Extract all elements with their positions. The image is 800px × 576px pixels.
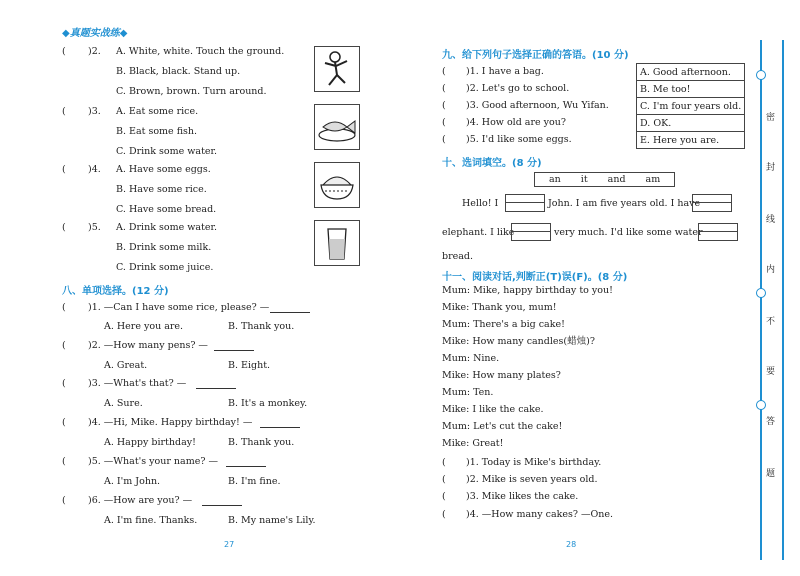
option-a: A. Have some eggs.	[116, 164, 211, 175]
question-text: )6. —How are you? —	[88, 495, 193, 506]
dialog-line: Mum: Mike, happy birthday to you!	[442, 285, 613, 296]
section-8-title: 八、单项选择。(12 分)	[62, 286, 169, 297]
judge-statement: )3. Mike likes the cake.	[466, 491, 579, 502]
fill-box-3[interactable]	[511, 223, 551, 241]
cloze-text: bread.	[442, 251, 474, 262]
dialog-line: Mike: How many candles(蜡烛)?	[442, 336, 595, 347]
option-b: B. Eat some fish.	[116, 126, 198, 137]
fish-plate-icon	[314, 104, 360, 150]
dialog-line: Mike: I like the cake.	[442, 404, 544, 415]
question-number: )4.	[88, 164, 101, 175]
fill-box-4[interactable]	[698, 223, 738, 241]
answer-paren[interactable]: (	[62, 340, 66, 351]
dancing-boy-icon	[314, 46, 360, 92]
binding-hole	[756, 70, 766, 80]
answer-blank[interactable]	[214, 340, 254, 351]
option-b: B. Have some rice.	[116, 184, 207, 195]
answer-paren[interactable]: (	[442, 117, 446, 128]
option-a: A. I'm John.	[104, 476, 161, 487]
seal-text-char: 答	[766, 417, 776, 427]
seal-text-char: 线	[766, 215, 776, 225]
section-10-title: 十、选词填空。(8 分)	[442, 158, 542, 169]
question-text: )3. —What's that? —	[88, 378, 187, 389]
question-text: )1. —Can I have some rice, please? —	[88, 302, 270, 313]
answer-paren[interactable]: (	[62, 302, 66, 313]
seal-text-char: 题	[766, 469, 776, 479]
answer-option: E. Here you are.	[637, 132, 745, 149]
option-c: C. Drink some juice.	[116, 262, 214, 273]
option-a: A. Drink some water.	[116, 222, 217, 233]
seal-text-char: 不	[766, 317, 776, 327]
answer-paren[interactable]: (	[62, 495, 66, 506]
option-a: A. Here you are.	[104, 321, 184, 332]
answer-option: A. Good afternoon.	[637, 64, 745, 81]
match-question: )2. Let's go to school.	[466, 83, 570, 94]
question-text: )5. —What's your name? —	[88, 456, 218, 467]
option-c: C. Have some bread.	[116, 204, 217, 215]
question-number: )2.	[88, 46, 101, 57]
option-b: B. Black, black. Stand up.	[116, 66, 241, 77]
binding-hole	[756, 288, 766, 298]
answer-paren[interactable]: (	[442, 134, 446, 145]
option-b: B. Drink some milk.	[116, 242, 212, 253]
word: and	[607, 174, 626, 185]
answer-option: C. I'm four years old.	[637, 98, 745, 115]
answer-paren[interactable]: (	[62, 222, 66, 233]
page-number-right: 28	[566, 540, 577, 549]
answer-paren[interactable]: (	[62, 456, 66, 467]
dialog-line: Mum: Nine.	[442, 353, 500, 364]
option-c: C. Brown, brown. Turn around.	[116, 86, 267, 97]
fill-box-1[interactable]	[505, 194, 545, 212]
answer-paren[interactable]: (	[442, 83, 446, 94]
option-a: A. Happy birthday!	[104, 437, 196, 448]
option-a: A. Eat some rice.	[116, 106, 199, 117]
seal-text-char: 要	[766, 367, 776, 377]
page-number-left: 27	[224, 540, 235, 549]
word-bank	[534, 172, 675, 187]
fill-box-2[interactable]	[692, 194, 732, 212]
answer-option: B. Me too!	[637, 81, 745, 98]
glass-icon	[314, 220, 360, 266]
cloze-text: elephant. I like	[442, 227, 515, 238]
answer-option: D. OK.	[637, 115, 745, 132]
cloze-text: John. I am five years old. I have	[548, 198, 701, 209]
answer-paren[interactable]: (	[442, 457, 446, 468]
section-9-title: 九、给下列句子选择正确的答语。(10 分)	[442, 50, 629, 61]
question-number: )3.	[88, 106, 101, 117]
answer-paren[interactable]: (	[62, 164, 66, 175]
answer-blank[interactable]	[260, 417, 300, 428]
word: it	[580, 174, 588, 185]
option-a: A. Sure.	[104, 398, 143, 409]
seal-line	[760, 40, 762, 560]
practice-tag: ◆真题实战练◆	[62, 28, 128, 39]
answer-paren[interactable]: (	[62, 378, 66, 389]
question-text: )4. —Hi, Mike. Happy birthday! —	[88, 417, 253, 428]
cloze-text: Hello! I	[462, 198, 499, 209]
seal-text-char: 封	[766, 163, 776, 173]
answer-blank[interactable]	[202, 495, 242, 506]
option-b: B. Eight.	[228, 360, 271, 371]
answer-paren[interactable]: (	[442, 474, 446, 485]
seal-text-char: 密	[766, 113, 776, 123]
option-b: B. Thank you.	[228, 437, 295, 448]
match-question: )4. How old are you?	[466, 117, 566, 128]
question-text: )2. —How many pens? —	[88, 340, 208, 351]
cloze-text: very much. I'd like some water	[554, 227, 703, 238]
option-a: A. Great.	[104, 360, 148, 371]
dialog-line: Mike: Great!	[442, 438, 504, 449]
seal-text-char: 内	[766, 265, 776, 275]
seal-line-outer	[782, 40, 784, 560]
binding-hole	[756, 400, 766, 410]
match-question: )3. Good afternoon, Wu Yifan.	[466, 100, 609, 111]
option-a: A. White, white. Touch the ground.	[116, 46, 285, 57]
question-number: )5.	[88, 222, 101, 233]
answer-paren[interactable]: (	[442, 100, 446, 111]
dialog-line: Mum: Ten.	[442, 387, 494, 398]
option-c: C. Drink some water.	[116, 146, 218, 157]
option-a: A. I'm fine. Thanks.	[104, 515, 198, 526]
word: am	[645, 174, 661, 185]
answer-paren[interactable]: (	[442, 509, 446, 520]
answer-paren[interactable]: (	[442, 491, 446, 502]
dialog-line: Mum: There's a big cake!	[442, 319, 565, 330]
answer-blank[interactable]	[226, 456, 266, 467]
answer-blank[interactable]	[270, 302, 310, 313]
match-question: )5. I'd like some eggs.	[466, 134, 572, 145]
section-11-title: 十一、阅读对话,判断正(T)误(F)。(8 分)	[442, 272, 628, 283]
dialog-line: Mike: How many plates?	[442, 370, 561, 381]
option-b: B. Thank you.	[228, 321, 295, 332]
judge-statement: )1. Today is Mike's birthday.	[466, 457, 602, 468]
answer-blank[interactable]	[196, 378, 236, 389]
rice-bowl-icon	[314, 162, 360, 208]
dialog-line: Mike: Thank you, mum!	[442, 302, 557, 313]
answer-options-table	[636, 63, 745, 149]
dialog-line: Mum: Let's cut the cake!	[442, 421, 563, 432]
answer-paren[interactable]: (	[62, 46, 66, 57]
judge-statement: )2. Mike is seven years old.	[466, 474, 598, 485]
option-b: B. My name's Lily.	[228, 515, 316, 526]
answer-paren[interactable]: (	[442, 66, 446, 77]
answer-paren[interactable]: (	[62, 417, 66, 428]
option-b: B. I'm fine.	[228, 476, 281, 487]
word: an	[549, 174, 561, 185]
match-question: )1. I have a bag.	[466, 66, 544, 77]
option-b: B. It's a monkey.	[228, 398, 308, 409]
judge-statement: )4. —How many cakes? —One.	[466, 509, 614, 520]
answer-paren[interactable]: (	[62, 106, 66, 117]
